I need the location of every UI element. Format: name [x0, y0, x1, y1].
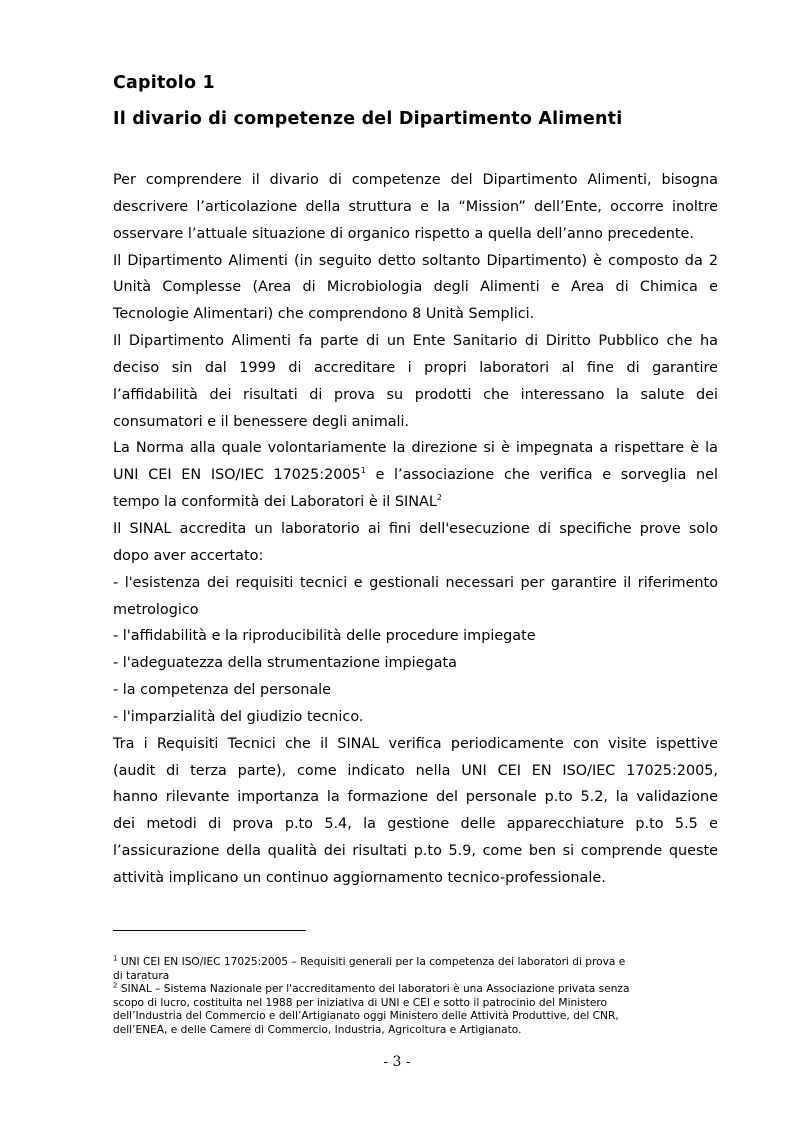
- body-line: Tra i Requisiti Tecnici che il SINAL verifica periodicamente con visite ispettive: [113, 735, 718, 752]
- body-text: [113, 167, 718, 892]
- body-line: dei metodi di prova p.to 5.4, la gestione delle apparecchiature p.to 5.5 e: [113, 816, 718, 833]
- footnote-ref-2: 2: [436, 493, 442, 503]
- footnote-2-line: [113, 983, 713, 997]
- body-line: consumatori e il benessere degli animali.: [113, 413, 410, 430]
- footnote-2-line: dell’Industria del Commercio e dell’Artigianato oggi Ministero delle Attività Produttive, del CNR,: [113, 1010, 619, 1023]
- body-line: Tecnologie Alimentari) che comprendono 8 Unità Semplici.: [113, 306, 535, 323]
- body-line: dopo aver accertato:: [113, 547, 264, 564]
- body-line: descrivere l’articolazione della struttura e la “Mission” dell’Ente, occorre inoltre: [113, 198, 718, 215]
- footnote-1-mark: 1: [113, 954, 118, 963]
- body-line-text: tempo la conformità dei Laboratori è il SINAL: [113, 494, 437, 511]
- list-item: - la competenza del personale: [113, 682, 332, 699]
- footnote-1-line: di taratura: [113, 969, 170, 982]
- footnote-2-line: dell’ENEA, e delle Camere di Commercio, Industria, Agricoltura e Artigianato.: [113, 1023, 522, 1036]
- footnotes: [113, 956, 713, 1038]
- body-line: Unità Complesse (Area di Microbiologia degli Alimenti e Area di Chimica e: [113, 279, 718, 296]
- body-line: [113, 462, 718, 489]
- chapter-label: Capitolo 1: [113, 73, 215, 93]
- body-line: Per comprendere il divario di competenze del Dipartimento Alimenti, bisogna: [113, 172, 718, 188]
- list-item: - l'imparzialità del giudizio tecnico.: [113, 708, 364, 725]
- page-number: - 3 -: [383, 1054, 411, 1070]
- list-item: - l'adeguatezza della strumentazione impiegata: [113, 655, 457, 672]
- body-line: l’assicurazione della qualità dei risultati p.to 5.9, come ben si comprende queste: [113, 843, 718, 860]
- body-line: attività implicano un continuo aggiornamento tecnico-professionale.: [113, 869, 606, 886]
- body-line: Il Dipartimento Alimenti (in seguito detto soltanto Dipartimento) è composto da 2: [113, 252, 718, 269]
- footnote-2-line: scopo di lucro, costituita nel 1988 per iniziativa di UNI e CEI e sotto il patrocinio del Ministero: [113, 996, 607, 1009]
- list-item: metrologico: [113, 601, 199, 618]
- body-line: La Norma alla quale volontariamente la direzione si è impegnata a rispettare è la: [113, 440, 718, 457]
- footnote-1-text: UNI CEI EN ISO/IEC 17025:2005 – Requisiti generali per la competenza dei laboratori di prova e: [117, 956, 626, 968]
- list-item: - l'affidabilità e la riproducibilità delle procedure impiegate: [113, 628, 536, 645]
- list-item: - l'esistenza dei requisiti tecnici e gestionali necessari per garantire il riferimento: [113, 574, 718, 591]
- body-line: Il SINAL accredita un laboratorio ai fini dell'esecuzione di specifiche prove solo: [113, 520, 718, 537]
- norm-reference: UNI CEI EN ISO/IEC 17025:2005: [113, 467, 361, 484]
- body-line: [113, 489, 718, 516]
- footnote-ref-1: 1: [360, 466, 366, 476]
- chapter-title: Il divario di competenze del Dipartimento Alimenti: [113, 109, 623, 129]
- body-line: hanno rilevante importanza la formazione del personale p.to 5.2, la validazione: [113, 789, 718, 806]
- footnote-2-text: SINAL – Sistema Nazionale per l'accreditamento dei laboratori è una Associazione privata senza: [117, 983, 630, 996]
- body-line: (audit di terza parte), come indicato nella UNI CEI EN ISO/IEC 17025:2005,: [113, 762, 718, 779]
- body-line: osservare l’attuale situazione di organico rispetto a quella dell’anno precedente.: [113, 225, 694, 242]
- footnote-separator: [113, 930, 306, 931]
- body-line: l’affidabilità dei risultati di prova su prodotti che interessano la salute dei: [113, 386, 718, 403]
- body-line: deciso sin dal 1999 di accreditare i propri laboratori al fine di garantire: [113, 359, 718, 376]
- footnote-2-mark: 2: [113, 981, 118, 990]
- body-line-continuation: e l’associazione che verifica e sorveglia nel: [365, 467, 718, 484]
- footnote-1-line: [113, 956, 713, 970]
- body-line: Il Dipartimento Alimenti fa parte di un Ente Sanitario di Diritto Pubblico che ha: [113, 333, 718, 350]
